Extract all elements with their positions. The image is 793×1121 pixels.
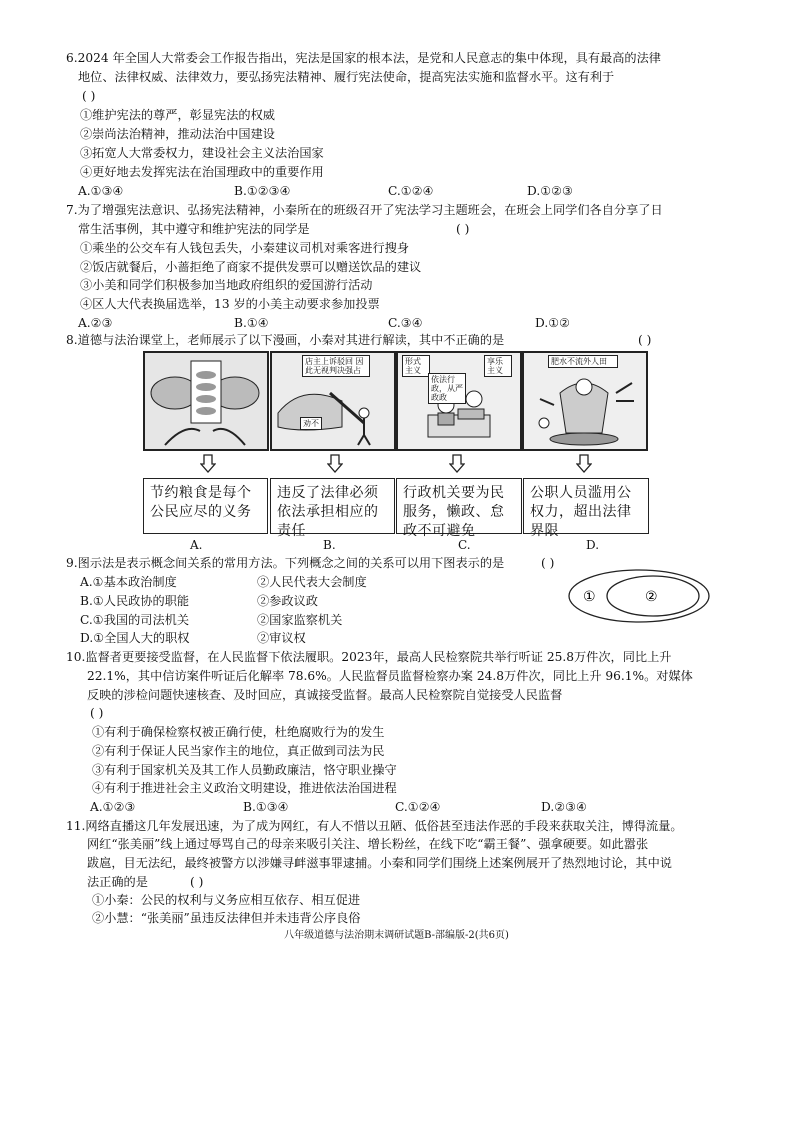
- q6-option-b: B.①②③④: [234, 184, 291, 198]
- q6-stem-line2: 地位、法律权威、法律效力，要弘扬宪法精神、履行宪法使命，提高宪法实施和监督水平。这有利于: [78, 70, 615, 84]
- q9-option-right: ②审议权: [257, 631, 306, 645]
- interpretation-box-c: 行政机关要为民服务，懒政、怠政不可避免: [396, 478, 522, 534]
- q6-item: ②崇尚法治精神，推动法治中国建设: [80, 127, 275, 141]
- option-label-c: C.: [458, 538, 471, 552]
- q10-option-b: B.①③④: [243, 800, 289, 814]
- comic-panel-c: [396, 351, 522, 451]
- q6-item: ①维护宪法的尊严，彰显宪法的权威: [80, 108, 275, 122]
- q10-stem-line2: 22.1%，其中信访案件听证后化解率 78.6%。人民监督员监督检察办案 24.8万件次，同比上升 96.1%。对媒体: [87, 669, 693, 683]
- q6-option-c: C.①②④: [388, 184, 434, 198]
- q9-option-left: C.①我国的司法机关: [80, 613, 190, 627]
- option-label-a: A.: [190, 538, 203, 552]
- q10-item: ③有利于国家机关及其工作人员勤政廉洁，恪守职业操守: [92, 763, 397, 777]
- q7-item: ①乘坐的公交车有人钱包丢失，小秦建议司机对乘客进行搜身: [80, 241, 410, 255]
- down-arrow-icon: [576, 454, 592, 474]
- comic-food-waste-illustration: [145, 353, 267, 449]
- q7-stem-line2: 常生活事例，其中遵守和维护宪法的同学是: [78, 222, 310, 236]
- q9-option-right: ②参政议政: [257, 594, 318, 608]
- q11-item: ①小秦：公民的权利与义务应相互依存、相互促进: [92, 893, 361, 907]
- q7-item: ④区人大代表换届选举，13 岁的小美主动要求参加投票: [80, 297, 380, 311]
- venn-inner-label: ②: [645, 589, 658, 605]
- comic-caption: 劝不: [300, 417, 322, 430]
- comic-caption: 形式主义: [402, 355, 430, 377]
- q8-answer-blank: ( ): [638, 333, 652, 347]
- q11-stem-line2: 网红“张美丽”线上通过辱骂自己的母亲来吸引关注、增长粉丝，在线下吃“霸王餐”、强拿硬要。如此嚣张: [87, 837, 649, 851]
- q10-option-d: D.②③④: [541, 800, 587, 814]
- option-label-d: D.: [586, 538, 600, 552]
- q10-item: ①有利于确保检察权被正确行使，杜绝腐败行为的发生: [92, 725, 385, 739]
- q10-answer-blank: ( ): [90, 706, 104, 720]
- q10-option-c: C.①②④: [395, 800, 441, 814]
- q7-option-a: A.②③: [78, 316, 113, 330]
- q7-option-b: B.①④: [234, 316, 269, 330]
- q9-stem: 9.图示法是表示概念间关系的常用方法。下列概念之间的关系可以用下图表示的是: [66, 556, 505, 570]
- interpretation-box-d: 公职人员滥用公权力，超出法律界限: [523, 478, 649, 534]
- q8-stem: 8.道德与法治课堂上，老师展示了以下漫画，小秦对其进行解读，其中不正确的是: [66, 333, 505, 347]
- q9-option-left: D.①全国人大的职权: [80, 631, 190, 645]
- q6-answer-blank: ( ): [82, 89, 96, 103]
- comic-caption: 肥水不流外人田: [548, 355, 618, 368]
- down-arrow-icon: [327, 454, 343, 474]
- q10-stem-line3: 反映的涉检问题快速核查、及时回应，真诚接受监督。最高人民检察院自觉接受人民监督: [87, 688, 563, 702]
- down-arrow-icon: [200, 454, 216, 474]
- comic-caption: 依法行政，从严政政: [428, 373, 466, 404]
- option-label-b: B.: [323, 538, 336, 552]
- q10-stem-line1: 10.监督者更要接受监督，在人民监督下依法履职。2023年，最高人民检察院共举行听证 25.8万件次，同比上升: [66, 650, 672, 664]
- comic-panel-d: [522, 351, 648, 451]
- q6-option-d: D.①②③: [527, 184, 573, 198]
- q9-option-right: ②国家监察机关: [257, 613, 343, 627]
- q9-option-left: B.①人民政协的职能: [80, 594, 190, 608]
- q7-option-c: C.③④: [388, 316, 423, 330]
- q11-stem-line4: 法正确的是: [87, 875, 148, 889]
- q10-item: ②有利于保证人民当家作主的地位，真正做到司法为民: [92, 744, 385, 758]
- q10-item: ④有利于推进社会主义政治文明建设，推进依法治国进程: [92, 781, 397, 795]
- q6-stem-line1: 6.2024 年全国人大常委会工作报告指出，宪法是国家的根本法，是党和人民意志的集中体现，具有最高的法律: [66, 51, 661, 65]
- q7-item: ③小美和同学们积极参加当地政府组织的爱国游行活动: [80, 278, 373, 292]
- q11-item: ②小慧：“张美丽”虽违反法律但并未违背公序良俗: [92, 911, 361, 925]
- comic-panel-a: [143, 351, 269, 451]
- page-footer: 八年级道德与法治期末调研试题B-部编版-2(共6页): [284, 930, 509, 941]
- q6-item: ④更好地去发挥宪法在治国理政中的重要作用: [80, 165, 324, 179]
- comic-panel-b: [270, 351, 396, 451]
- q11-stem-line1: 11.网络直播这几年发展迅速，为了成为网红，有人不惜以丑陋、低俗甚至违法作恶的手段来获取关注，博得流量。: [66, 819, 683, 833]
- q10-option-a: A.①②③: [90, 800, 136, 814]
- down-arrow-icon: [449, 454, 465, 474]
- q7-stem-line1: 7.为了增强宪法意识、弘扬宪法精神，小秦所在的班级召开了宪法学习主题班会，在班会上同学们各自分享了日: [66, 203, 663, 217]
- venn-outer-label: ①: [583, 589, 596, 605]
- venn-diagram: [565, 566, 715, 626]
- comic-caption: 店主上诉驳回 因此无视判决强占: [302, 355, 370, 377]
- q7-answer-blank: ( ): [456, 222, 470, 236]
- q9-option-right: ②人民代表大会制度: [257, 575, 367, 589]
- q6-item: ③拓宽人大常委权力，建设社会主义法治国家: [80, 146, 324, 160]
- q7-item: ②饭店就餐后，小蔷拒绝了商家不提供发票可以赠送饮品的建议: [80, 260, 422, 274]
- q7-option-d: D.①②: [535, 316, 571, 330]
- q9-answer-blank: ( ): [541, 556, 555, 570]
- q11-answer-blank: ( ): [190, 875, 204, 889]
- q11-stem-line3: 跋扈，目无法纪，最终被警方以涉嫌寻衅滋事罪逮捕。小秦和同学们围绕上述案例展开了热烈地讨论，其中说: [87, 856, 672, 870]
- interpretation-box-a: 节约粮食是每个公民应尽的义务: [143, 478, 268, 534]
- comic-caption: 享乐主义: [484, 355, 512, 377]
- q9-option-left: A.①基本政治制度: [80, 575, 177, 589]
- interpretation-box-b: 违反了法律必须依法承担相应的责任: [270, 478, 395, 534]
- q6-option-a: A.①③④: [78, 184, 124, 198]
